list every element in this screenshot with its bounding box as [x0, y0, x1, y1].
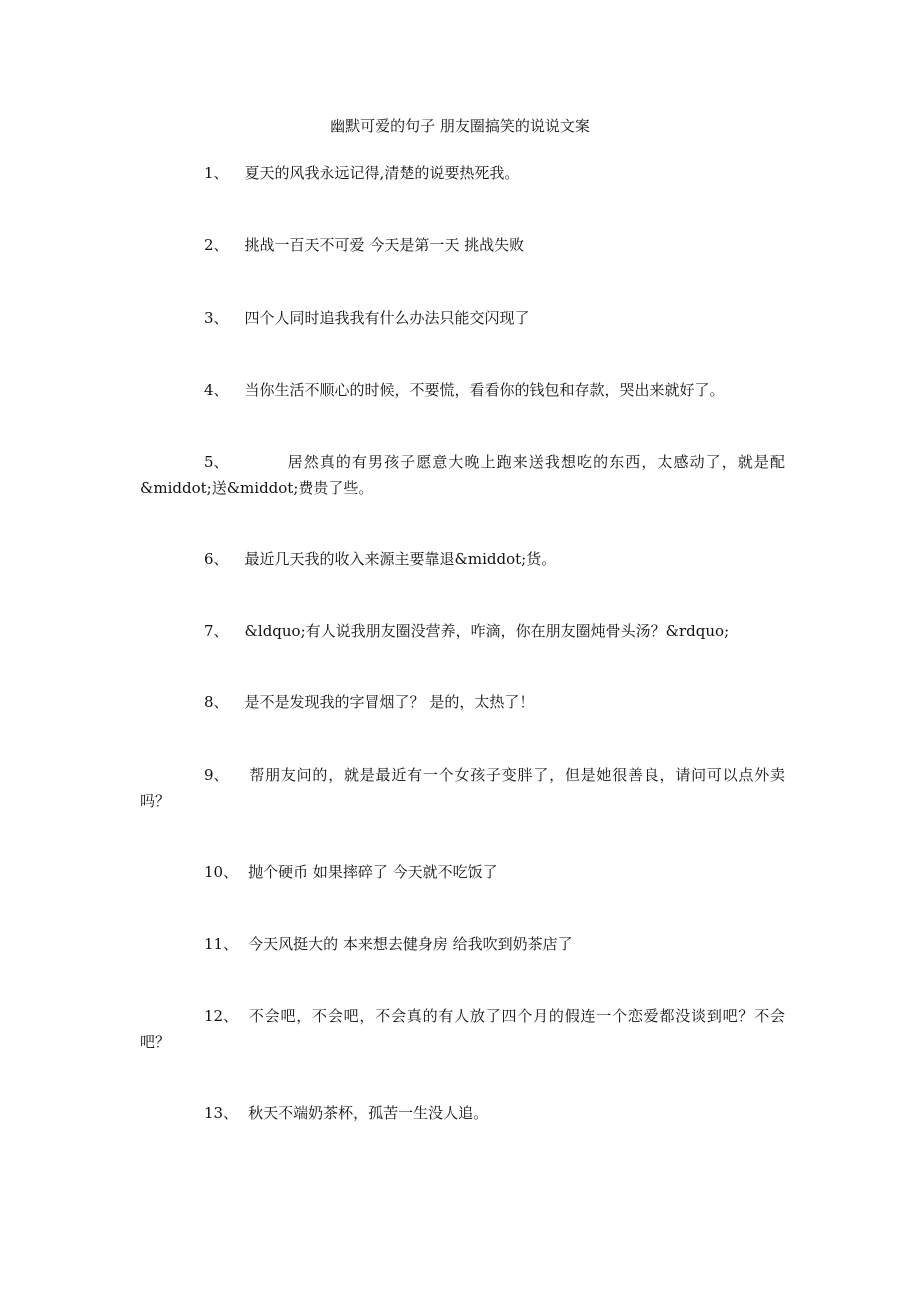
item-number: 2、: [204, 236, 229, 254]
list-item: [140, 160, 785, 186]
document-title: 幽默可爱的句子 朋友圈搞笑的说说文案: [330, 117, 590, 135]
item-text: 帮朋友问的，就是最近有一个女孩子变胖了，但是她很善良，请问可以点外卖吗？: [140, 766, 785, 810]
item-number: 13、: [204, 1104, 239, 1122]
list-item: [140, 546, 785, 572]
item-number: 10、: [204, 863, 239, 881]
item-text: 四个人同时追我我有什么办法只能交闪现了: [244, 309, 530, 327]
item-number: 6、: [204, 550, 229, 568]
list-item: [140, 305, 785, 331]
item-number: 8、: [204, 693, 229, 711]
item-text: 秋天不端奶茶杯，孤苦一生没人追。: [248, 1104, 489, 1122]
list-item: [140, 859, 785, 885]
item-number: 1、: [204, 164, 229, 182]
item-text: 抛个硬币 如果摔碎了 今天就不吃饭了: [248, 863, 498, 881]
item-text: 不会吧，不会吧，不会真的有人放了四个月的假连一个恋爱都没谈到吧？不会吧？: [140, 1007, 785, 1051]
item-text: 最近几天我的收入来源主要靠退&middot;货。: [244, 550, 557, 568]
item-number: 7、: [204, 622, 229, 640]
item-number: 4、: [204, 381, 229, 399]
list-item: [140, 1003, 785, 1055]
item-text: 今天风挺大的 本来想去健身房 给我吹到奶茶店了: [248, 935, 573, 953]
item-number: 5、: [204, 453, 229, 471]
item-number: 9、: [204, 766, 229, 784]
list-item: [140, 449, 785, 501]
list-item: [140, 618, 785, 644]
item-number: 11、: [204, 935, 239, 953]
item-number: 12、: [204, 1007, 239, 1025]
item-text: 挑战一百天不可爱 今天是第一天 挑战失败: [244, 236, 525, 254]
item-text: 是不是发现我的字冒烟了？ 是的，太热了！: [244, 693, 535, 711]
list-item: [140, 689, 785, 715]
item-text: &ldquo;有人说我朋友圈没营养，咋滴，你在朋友圈炖骨头汤？&rdquo;: [244, 622, 730, 640]
item-text: 夏天的风我永远记得,清楚的说要热死我。: [244, 164, 520, 182]
list-item: [140, 1100, 785, 1126]
list-item: [140, 232, 785, 258]
list-item: [140, 931, 785, 957]
list-item: [140, 762, 785, 814]
item-text: 居然真的有男孩子愿意大晚上跑来送我想吃的东西，太感动了，就是配&middot;送&middot;费贵了些。: [140, 453, 785, 497]
item-number: 3、: [204, 309, 229, 327]
list-item: [140, 377, 785, 403]
item-text: 当你生活不顺心的时候，不要慌，看看你的钱包和存款，哭出来就好了。: [244, 381, 725, 399]
